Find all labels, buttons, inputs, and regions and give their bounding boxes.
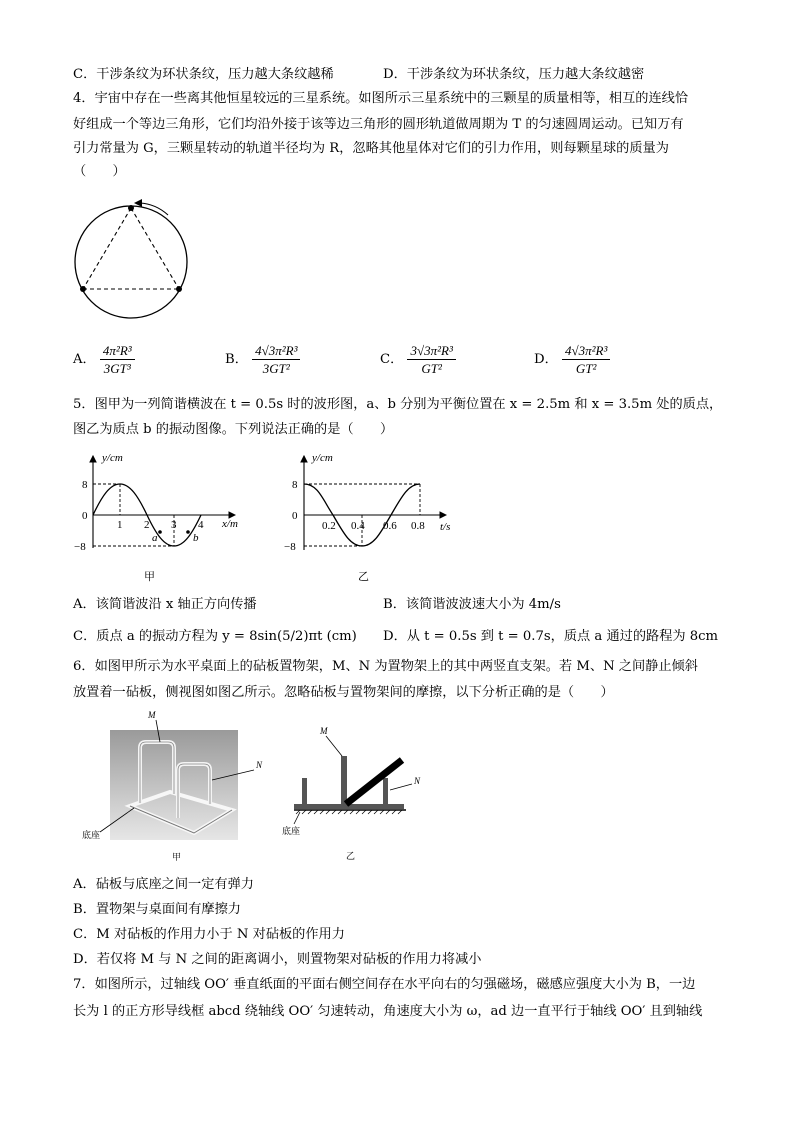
caption-yi: 乙 [358, 571, 369, 583]
rotation-arrow [140, 203, 168, 215]
q4-option-a: A． $\frac{\text{4π²R³}}{\text{3GT³}}$ [73, 343, 135, 376]
caption-yi: 乙 [346, 851, 356, 861]
tick-x-4: 4 [198, 519, 204, 531]
caption-jia: 甲 [144, 571, 155, 583]
wave-graph-jia [72, 448, 262, 586]
q5-line-1: 5．图甲为一列简谐横波在 t = 0.5s 时的波形图，a、b 分别为平衡位置在 x = 2.5m 和 x = 3.5m 处的质点， [73, 397, 723, 412]
q6-option-b: B．置物架与桌面间有摩擦力 [73, 902, 241, 917]
point-a: a [152, 532, 158, 544]
q4-line-1: 4．宇宙中存在一些离其他恒星较远的三星系统。如图所示三星系统中的三颗星的质量相等，相互的连线恰 [73, 91, 689, 106]
support-m [341, 756, 347, 806]
q6-option-c: C．M 对砧板的作用力小于 N 对砧板的作用力 [73, 927, 345, 942]
vibration-graph-yi [280, 448, 470, 586]
caption-jia: 甲 [172, 852, 182, 862]
star-right [176, 286, 182, 292]
x-axis-label: x/m [222, 518, 238, 530]
tick-y-8: 8 [292, 479, 298, 491]
tick-y-neg8: −8 [74, 541, 86, 553]
q4-line-2: 好组成一个等边三角形，它们均沿外接于该等边三角形的圆形轨道做周期为 T 的匀速圆周运动。已知万有 [73, 117, 684, 132]
rack-side-view-yi [270, 720, 430, 865]
q5-option-a: A．该简谐波沿 x 轴正方向传播 [73, 597, 257, 612]
label-m: M [320, 726, 328, 736]
point-b: b [193, 532, 199, 544]
tick-x-1: 1 [117, 519, 123, 531]
q6-line-2: 放置着一砧板，侧视图如图乙所示。忽略砧板与置物架间的摩擦，以下分析正确的是（ ） [73, 685, 614, 700]
label-base: 底座 [282, 826, 301, 836]
q5-option-d: D．从 t = 0.5s 到 t = 0.7s，质点 a 通过的路程为 8cm [383, 629, 719, 644]
q7-line-2: 长为 l 的正方形导线框 abcd 绕轴线 OO′ 匀速转动，角速度大小为 ω，ad 边一直平行于轴线 OO′ 且到轴线 [73, 1004, 703, 1019]
tick-t-0.8: 0.8 [411, 520, 425, 532]
tick-t-0.2: 0.2 [322, 520, 336, 532]
q4-option-d: D． $\frac{\text{4√3π²R³}}{\text{GT²}}$ [534, 343, 610, 376]
q4-option-c: C． $\frac{\text{3√3π²R³}}{\text{GT²}}$ [380, 343, 456, 376]
tick-t-0.4: 0.4 [351, 520, 365, 532]
q4-option-b: B． $\frac{\text{4√3π²R³}}{\text{3GT²}}$ [225, 343, 300, 376]
label-base: 底座 [82, 830, 101, 840]
q5-option-c: C．质点 a 的振动方程为 y = 8sin(5/2)πt (cm) [73, 629, 357, 644]
q3-option-d: D．干涉条纹为环状条纹，压力越大条纹越密 [383, 67, 645, 82]
rack-photo-jia [82, 708, 267, 868]
three-star-orbit-figure [68, 195, 198, 320]
q6-option-a: A．砧板与底座之间一定有弹力 [73, 877, 254, 892]
x-axis-label: t/s [440, 521, 451, 533]
tick-y-neg8: −8 [284, 541, 296, 553]
q5-option-b: B．该简谐波波速大小为 4m/s [383, 597, 561, 612]
y-axis-label: y/cm [102, 452, 123, 464]
label-n: N [414, 776, 421, 786]
y-axis-label: y/cm [312, 452, 333, 464]
q3-option-c: C．干涉条纹为环状条纹，压力越大条纹越稀 [73, 67, 334, 82]
q7-line-1: 7．如图所示，过轴线 OO′ 垂直纸面的平面右侧空间存在水平向右的匀强磁场，磁感应强度大小为 B，一边 [73, 977, 696, 992]
support-n [383, 778, 388, 806]
star-left [80, 286, 86, 292]
tick-y-8: 8 [82, 479, 88, 491]
label-m: M [148, 710, 156, 720]
tick-x-2: 2 [144, 519, 150, 531]
star-top [128, 205, 134, 211]
q4-bracket: （ ） [73, 164, 126, 179]
label-n: N [256, 760, 263, 770]
cutting-board [346, 760, 402, 804]
q6-option-d: D．若仅将 M 与 N 之间的距离调小，则置物架对砧板的作用力将减小 [73, 952, 482, 967]
q6-line-1: 6．如图甲所示为水平桌面上的砧板置物架，M、N 为置物架上的其中两竖直支架。若 M、N 之间静止倾斜 [73, 659, 698, 674]
tick-x-3: 3 [171, 519, 177, 531]
tick-y-0: 0 [292, 510, 298, 522]
q4-line-3: 引力常量为 G，三颗星转动的轨道半径均为 R，忽略其他星体对它们的引力作用，则每颗星球的质量为 [73, 141, 669, 156]
tick-y-0: 0 [82, 510, 88, 522]
q5-line-2: 图乙为质点 b 的振动图像。下列说法正确的是（ ） [73, 422, 394, 437]
orbit-circle [75, 206, 187, 318]
tick-t-0.6: 0.6 [383, 520, 397, 532]
